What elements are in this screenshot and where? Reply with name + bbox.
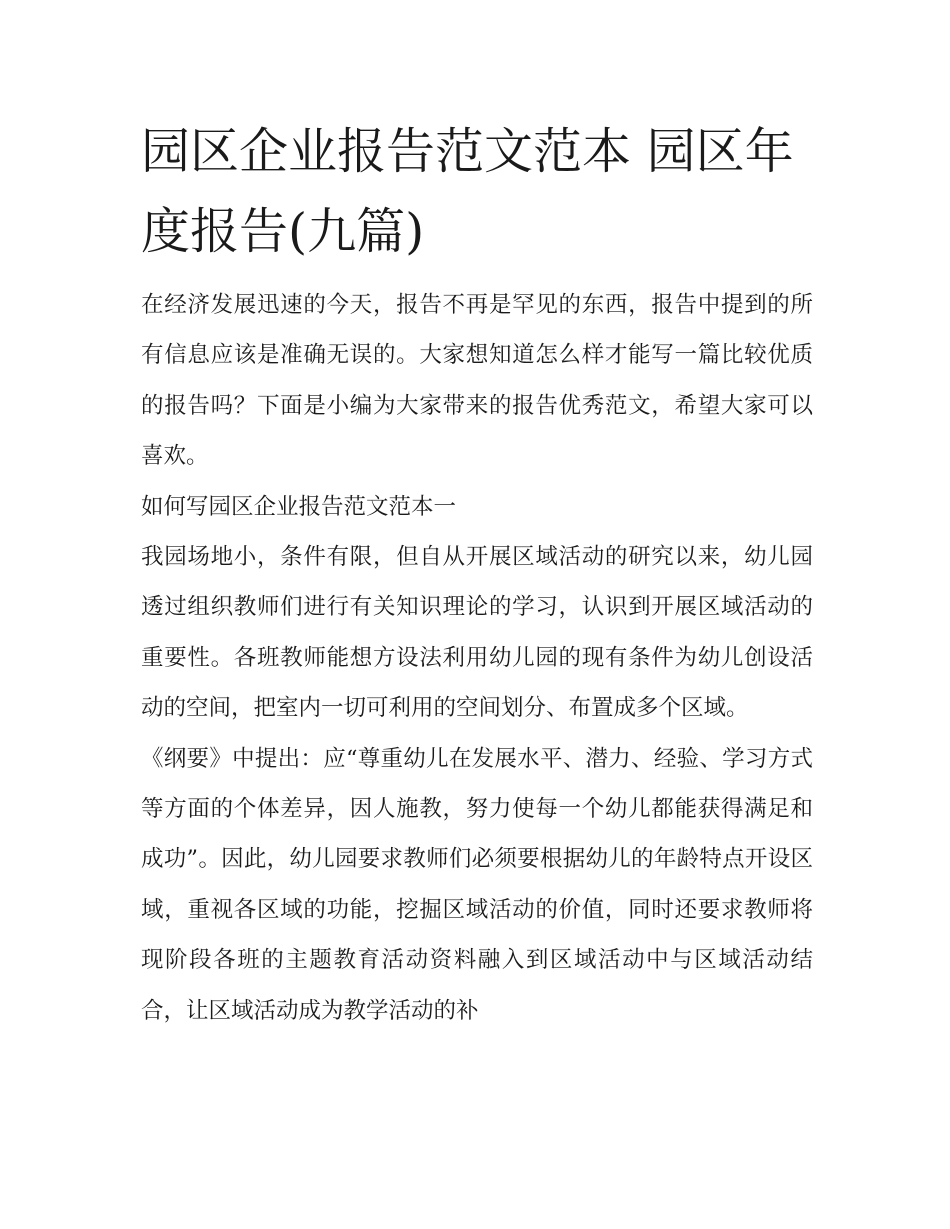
document-title: 园区企业报告范文范本 园区年度报告(九篇) [141,123,794,260]
body-paragraph: 我园场地小，条件有限，但自从开展区域活动的研究以来，幼儿园透过组织教师们进行有关知识理论的学习，认识到开展区域活动的重要性。各班教师能想方设法利用幼儿园的现有条件为幼儿创设活动的空间，把室内一切可利用的空间划分、布置成多个区域。 [141,544,813,722]
intro-paragraph: 在经济发展迅速的今天，报告不再是罕见的东西，报告中提到的所有信息应该是准确无误的。大家想知道怎么样才能写一篇比较优质的报告吗？下面是小编为大家带来的报告优秀范文，希望大家可以喜欢。 [141,292,813,470]
section-heading: 如何写园区企业报告范文范本一 [141,493,457,520]
body-paragraph: 《纲要》中提出：应“尊重幼儿在发展水平、潜力、经验、学习方式等方面的个体差异，因人施教，努力使每一个幼儿都能获得满足和成功”。因此，幼儿园要求教师们必须要根据幼儿的年龄特点开设区域，重视各区域的功能，挖掘区域活动的价值，同时还要求教师将现阶段各班的主题教育活动资料融入到区域活动中与区域活动结合，让区域活动成为教学活动的补 [141,745,813,1024]
document-body [141,112,813,1036]
